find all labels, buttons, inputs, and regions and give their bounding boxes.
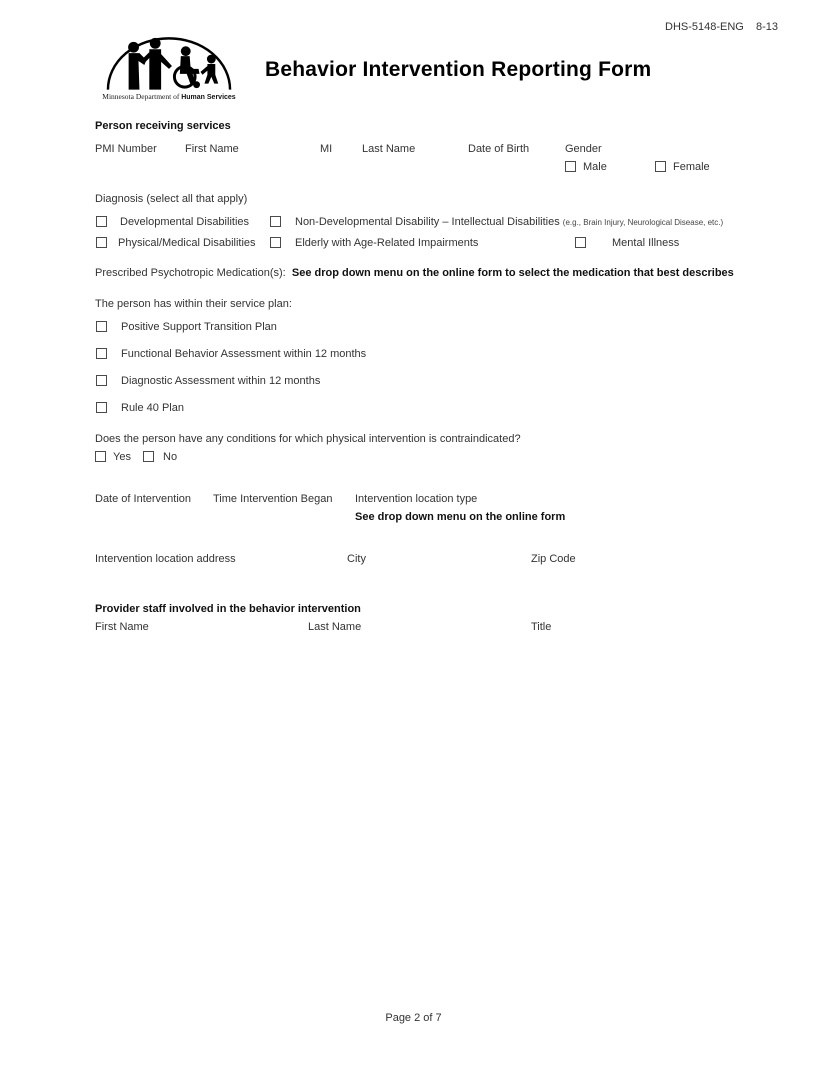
- checkbox-non-developmental-disability[interactable]: [270, 216, 281, 227]
- medication-line: [95, 267, 734, 280]
- field-label-date-of-birth: Date of Birth: [468, 143, 530, 155]
- checkbox-elderly-impairments[interactable]: [270, 237, 281, 248]
- checkbox-developmental-disabilities[interactable]: [96, 216, 107, 227]
- section-heading-service-plan: The person has within their service plan:: [95, 298, 292, 310]
- checkbox-label-functional-behavior-assessment: Functional Behavior Assessment within 12 months: [121, 348, 367, 360]
- page-number: Page 2 of 7: [385, 1012, 442, 1024]
- contraindication-question: Does the person have any conditions for which physical intervention is contraindicated?: [95, 433, 521, 445]
- checkbox-label-no: No: [163, 451, 178, 463]
- checkbox-female[interactable]: [655, 161, 666, 172]
- checkbox-label-female: Female: [673, 161, 710, 173]
- field-label-pmi-number: PMI Number: [95, 143, 157, 155]
- checkbox-label-developmental-disabilities: Developmental Disabilities: [120, 216, 250, 228]
- field-label-time-intervention-began: Time Intervention Began: [213, 493, 333, 505]
- checkbox-mental-illness[interactable]: [575, 237, 586, 248]
- checkbox-rule-40-plan[interactable]: [96, 402, 107, 413]
- field-label-city: City: [347, 553, 366, 565]
- field-label-gender: Gender: [565, 143, 602, 155]
- checkbox-label-non-developmental-disability: [295, 216, 723, 229]
- logo-caption: [98, 92, 240, 101]
- page-title: Behavior Intervention Reporting Form: [265, 58, 652, 81]
- checkbox-label-male: Male: [583, 161, 607, 173]
- field-label-mi: MI: [320, 143, 333, 155]
- field-label-provider-last-name: Last Name: [308, 621, 362, 633]
- non-developmental-label-text: Non-Developmental Disability – Intellectual Disabilities: [295, 216, 560, 228]
- field-label-date-of-intervention: Date of Intervention: [95, 493, 192, 505]
- checkbox-contraindication-yes[interactable]: [95, 451, 106, 462]
- field-label-intervention-location-type: Intervention location type: [355, 493, 478, 505]
- form-revision: 8-13: [756, 21, 779, 33]
- field-label-intervention-location-address: Intervention location address: [95, 553, 236, 565]
- medication-label: Prescribed Psychotropic Medication(s):: [95, 267, 286, 279]
- checkbox-diagnostic-assessment[interactable]: [96, 375, 107, 386]
- non-developmental-note: (e.g., Brain Injury, Neurological Disease, etc.): [562, 218, 724, 227]
- checkbox-physical-medical-disabilities[interactable]: [96, 237, 107, 248]
- field-label-provider-title: Title: [531, 621, 552, 633]
- logo-caption-bold: Human Services: [181, 94, 236, 101]
- section-heading-person: Person receiving services: [95, 120, 231, 132]
- checkbox-label-mental-illness: Mental Illness: [612, 237, 680, 249]
- dhs-logo-graphic: [105, 33, 233, 91]
- field-label-zip-code: Zip Code: [531, 553, 576, 565]
- field-label-first-name: First Name: [185, 143, 239, 155]
- checkbox-label-positive-support-transition-plan: Positive Support Transition Plan: [121, 321, 277, 333]
- location-type-instruction: See drop down menu on the online form: [355, 511, 566, 523]
- checkbox-functional-behavior-assessment[interactable]: [96, 348, 107, 359]
- checkbox-positive-support-transition-plan[interactable]: [96, 321, 107, 332]
- checkbox-label-diagnostic-assessment: Diagnostic Assessment within 12 months: [121, 375, 321, 387]
- dhs-logo: [98, 33, 240, 101]
- section-heading-provider-staff: Provider staff involved in the behavior intervention: [95, 603, 361, 615]
- medication-instruction: See drop down menu on the online form to select the medication that best describes: [291, 267, 734, 279]
- logo-caption-regular: Minnesota Department of: [102, 92, 182, 101]
- section-heading-diagnosis: Diagnosis (select all that apply): [95, 193, 248, 205]
- checkbox-label-yes: Yes: [113, 451, 131, 463]
- checkbox-label-physical-medical-disabilities: Physical/Medical Disabilities: [118, 237, 256, 249]
- checkbox-male[interactable]: [565, 161, 576, 172]
- checkbox-label-elderly-impairments: Elderly with Age-Related Impairments: [295, 237, 479, 249]
- checkbox-label-rule-40-plan: Rule 40 Plan: [121, 402, 184, 414]
- field-label-last-name: Last Name: [362, 143, 416, 155]
- field-label-provider-first-name: First Name: [95, 621, 149, 633]
- form-number: DHS-5148-ENG: [665, 21, 744, 33]
- checkbox-contraindication-no[interactable]: [143, 451, 154, 462]
